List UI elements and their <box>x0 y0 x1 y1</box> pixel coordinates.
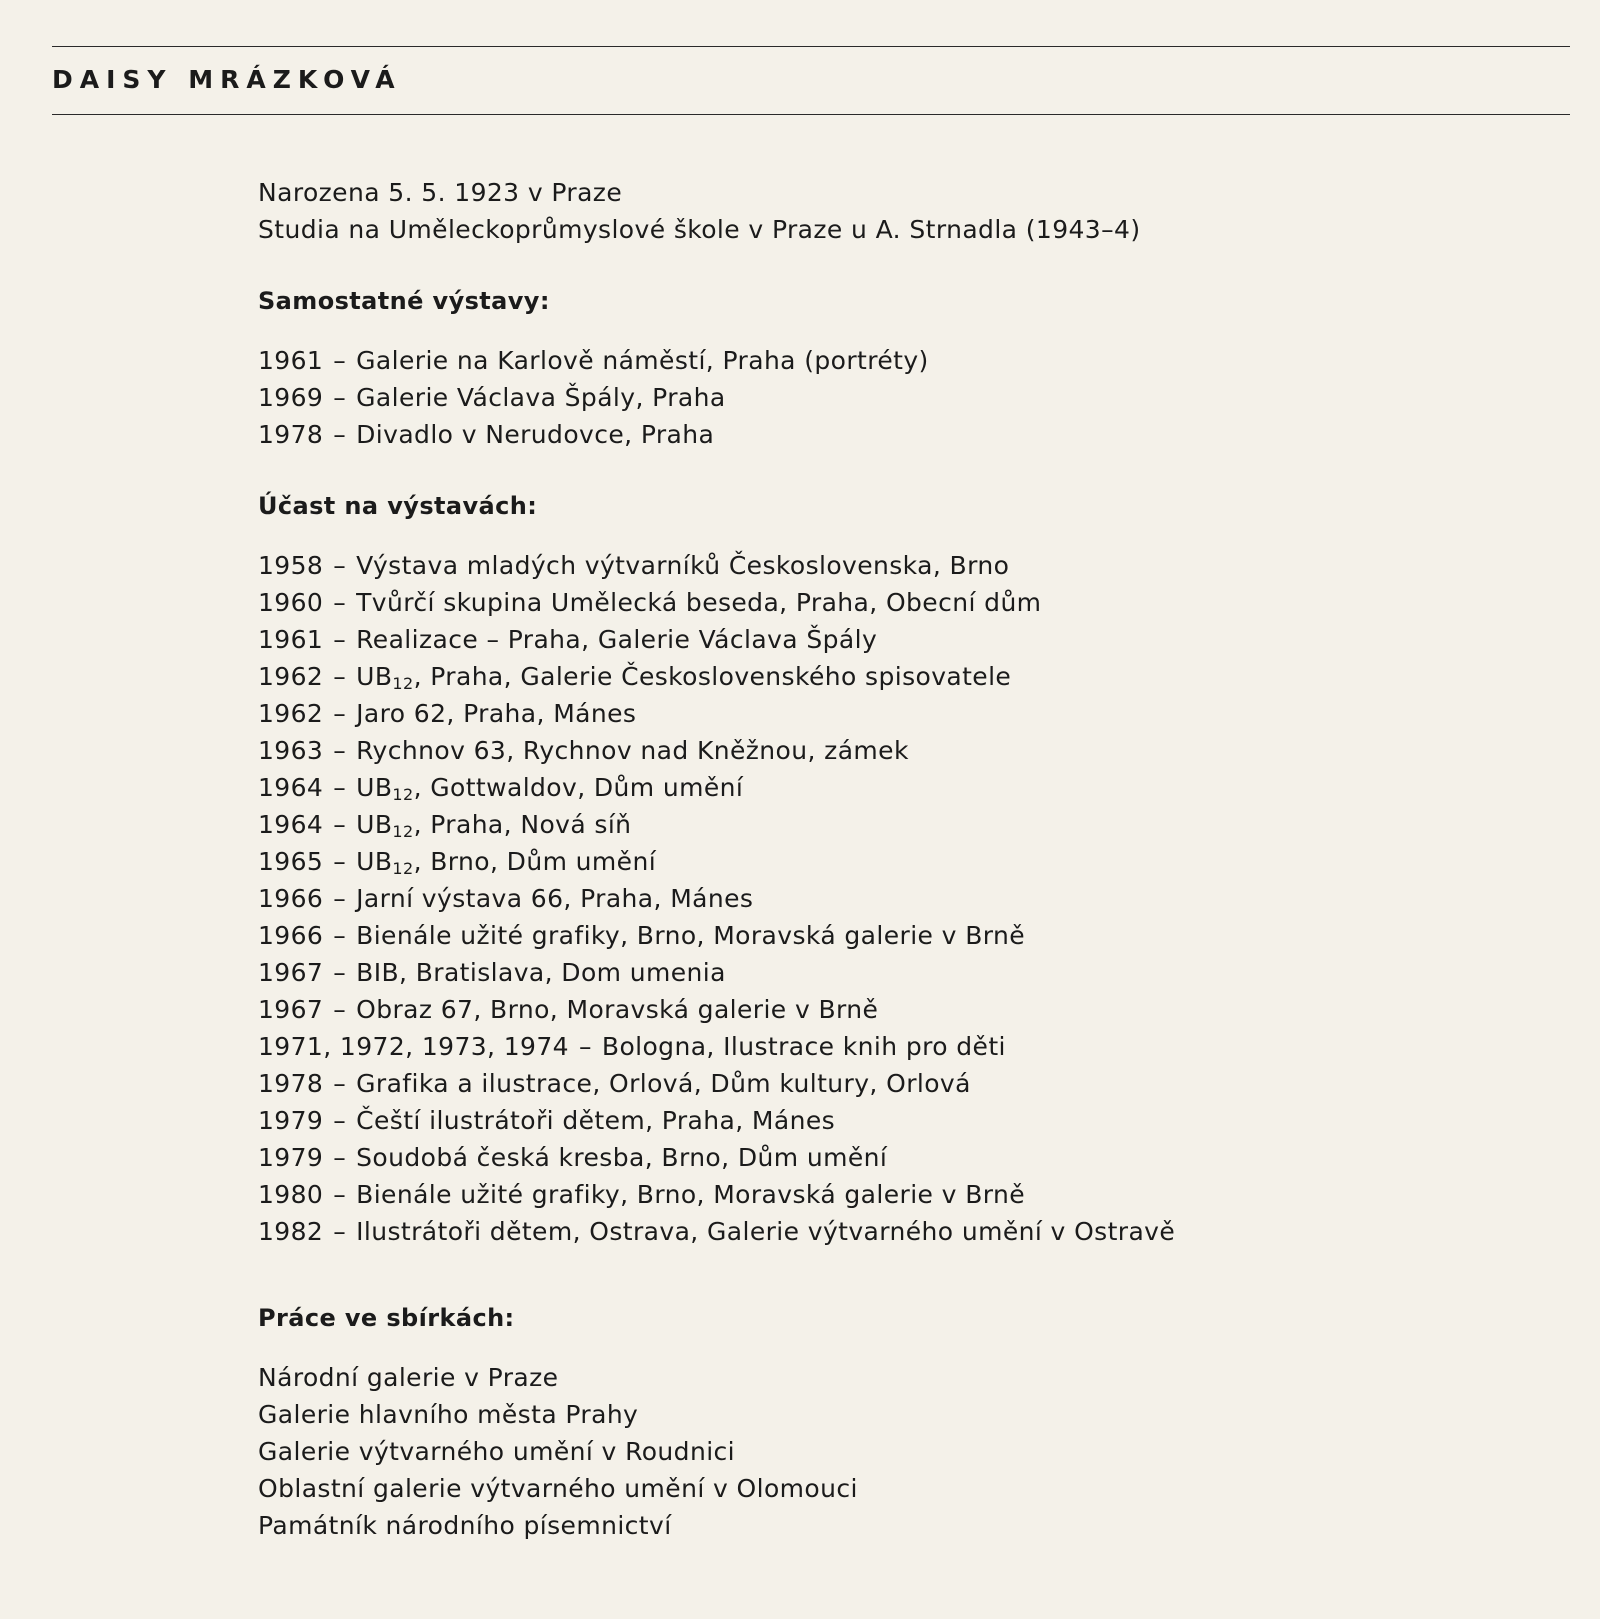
entry-prefix: UB <box>356 773 393 802</box>
entry-year: 1982 <box>258 1217 324 1246</box>
entry-year: 1979 <box>258 1143 324 1172</box>
entry-text: , Brno, Dům umění <box>413 847 657 876</box>
group-exhibition-item <box>258 1028 1558 1065</box>
group-exhibition-item <box>258 732 1558 769</box>
entry-dash: – <box>333 847 347 876</box>
entry-prefix: UB <box>356 810 393 839</box>
entry-year: 1979 <box>258 1106 324 1135</box>
entry-dash: – <box>333 346 347 375</box>
group-exhibition-item <box>258 843 1558 880</box>
bio-studies: Studia na Uměleckoprůmyslové škole v Praze u A. Strnadla (1943–4) <box>258 215 1141 244</box>
entry-subscript: 12 <box>392 785 414 804</box>
group-exhibition-item <box>258 695 1558 732</box>
group-exhibition-item <box>258 991 1558 1028</box>
group-exhibition-item <box>258 1213 1558 1250</box>
entry-dash: – <box>333 383 347 412</box>
entry-text: Soudobá česká kresba, Brno, Dům umění <box>356 1143 888 1172</box>
entry-prefix: UB <box>356 662 393 691</box>
group-exhibitions-list <box>258 547 1558 1250</box>
entry-text: Obraz 67, Brno, Moravská galerie v Brně <box>356 995 879 1024</box>
group-exhibition-item <box>258 954 1558 991</box>
group-exhibition-item <box>258 621 1558 658</box>
collection-item: Oblastní galerie výtvarného umění v Olomouci <box>258 1474 858 1503</box>
entry-text: Tvůrčí skupina Umělecká beseda, Praha, Obecní dům <box>356 588 1042 617</box>
collection-item: Památník národního písemnictví <box>258 1511 672 1540</box>
group-exhibition-item <box>258 547 1558 584</box>
entry-subscript: 12 <box>392 674 414 693</box>
top-rule <box>52 46 1570 47</box>
group-exhibition-item <box>258 658 1558 695</box>
entry-prefix: UB <box>356 847 393 876</box>
entry-text: Realizace – Praha, Galerie Václava Špály <box>356 625 878 654</box>
entry-text: Čeští ilustrátoři dětem, Praha, Mánes <box>356 1106 836 1135</box>
entry-text: Jarní výstava 66, Praha, Mánes <box>356 884 754 913</box>
group-exhibitions-heading: Účast na výstavách: <box>258 492 538 520</box>
entry-year: 1978 <box>258 1069 324 1098</box>
entry-year: 1961 <box>258 346 324 375</box>
entry-text: Rychnov 63, Rychnov nad Kněžnou, zámek <box>356 736 909 765</box>
entry-dash: – <box>333 921 347 950</box>
entry-dash: – <box>333 1106 347 1135</box>
entry-year: 1966 <box>258 884 324 913</box>
entry-dash: – <box>333 420 347 449</box>
solo-exhibition-item <box>258 379 1558 416</box>
entry-text: Bienále užité grafiky, Brno, Moravská galerie v Brně <box>356 921 1026 950</box>
artist-name: DAISY MRÁZKOVÁ <box>52 65 402 94</box>
entry-dash: – <box>333 884 347 913</box>
entry-dash: – <box>333 1069 347 1098</box>
entry-text: Bologna, Ilustrace knih pro děti <box>601 1032 1006 1061</box>
solo-exhibitions-list <box>258 342 1558 453</box>
entry-dash: – <box>333 773 347 802</box>
entry-text: , Gottwaldov, Dům umění <box>413 773 744 802</box>
group-exhibition-item <box>258 1102 1558 1139</box>
entry-dash: – <box>333 551 347 580</box>
entry-year: 1962 <box>258 662 324 691</box>
entry-year: 1964 <box>258 773 324 802</box>
entry-dash: – <box>333 736 347 765</box>
entry-text: Jaro 62, Praha, Mánes <box>356 699 637 728</box>
entry-dash: – <box>333 1217 347 1246</box>
entry-year: 1967 <box>258 958 324 987</box>
entry-dash: – <box>578 1032 592 1061</box>
entry-year: 1962 <box>258 699 324 728</box>
entry-text: Bienále užité grafiky, Brno, Moravská galerie v Brně <box>356 1180 1026 1209</box>
entry-year: 1961 <box>258 625 324 654</box>
entry-dash: – <box>333 662 347 691</box>
bottom-rule <box>52 114 1570 115</box>
entry-year: 1980 <box>258 1180 324 1209</box>
entry-subscript: 12 <box>392 859 414 878</box>
entry-text: , Praha, Galerie Československého spisovatele <box>413 662 1012 691</box>
entry-dash: – <box>333 810 347 839</box>
group-exhibition-item <box>258 1176 1558 1213</box>
entry-dash: – <box>333 625 347 654</box>
group-exhibition-item <box>258 1065 1558 1102</box>
entry-subscript: 12 <box>392 822 414 841</box>
entry-dash: – <box>333 1180 347 1209</box>
document-body <box>258 174 1558 1544</box>
entry-text: Grafika a ilustrace, Orlová, Dům kultury, Orlová <box>356 1069 971 1098</box>
collection-item: Galerie výtvarného umění v Roudnici <box>258 1437 736 1466</box>
entry-year: 1960 <box>258 588 324 617</box>
entry-dash: – <box>333 995 347 1024</box>
entry-text: Galerie Václava Špály, Praha <box>356 383 726 412</box>
entry-dash: – <box>333 1143 347 1172</box>
collections-list <box>258 1359 1558 1544</box>
collection-item: Galerie hlavního města Prahy <box>258 1400 639 1429</box>
group-exhibition-item <box>258 584 1558 621</box>
collections-heading: Práce ve sbírkách: <box>258 1304 515 1332</box>
entry-text: Ilustrátoři dětem, Ostrava, Galerie výtvarného umění v Ostravě <box>356 1217 1176 1246</box>
group-exhibition-item <box>258 880 1558 917</box>
entry-dash: – <box>333 588 347 617</box>
entry-year: 1964 <box>258 810 324 839</box>
entry-text: Výstava mladých výtvarníků Československa, Brno <box>356 551 1010 580</box>
entry-dash: – <box>333 699 347 728</box>
group-exhibition-item <box>258 769 1558 806</box>
entry-year: 1967 <box>258 995 324 1024</box>
group-exhibition-item <box>258 1139 1558 1176</box>
bio-born: Narozena 5. 5. 1923 v Praze <box>258 178 623 207</box>
group-exhibition-item <box>258 917 1558 954</box>
entry-text: BIB, Bratislava, Dom umenia <box>356 958 726 987</box>
entry-year: 1978 <box>258 420 324 449</box>
entry-year: 1969 <box>258 383 324 412</box>
group-exhibition-item <box>258 806 1558 843</box>
solo-exhibition-item <box>258 342 1558 379</box>
solo-exhibition-item <box>258 416 1558 453</box>
entry-year: 1965 <box>258 847 324 876</box>
entry-year: 1966 <box>258 921 324 950</box>
entry-dash: – <box>333 958 347 987</box>
collection-item: Národní galerie v Praze <box>258 1363 559 1392</box>
solo-exhibitions-heading: Samostatné výstavy: <box>258 287 550 315</box>
entry-text: Galerie na Karlově náměstí, Praha (portréty) <box>356 346 929 375</box>
entry-text: , Praha, Nová síň <box>413 810 632 839</box>
entry-year: 1963 <box>258 736 324 765</box>
entry-text: Divadlo v Nerudovce, Praha <box>356 420 715 449</box>
entry-year: 1971, 1972, 1973, 1974 <box>258 1032 569 1061</box>
entry-year: 1958 <box>258 551 324 580</box>
